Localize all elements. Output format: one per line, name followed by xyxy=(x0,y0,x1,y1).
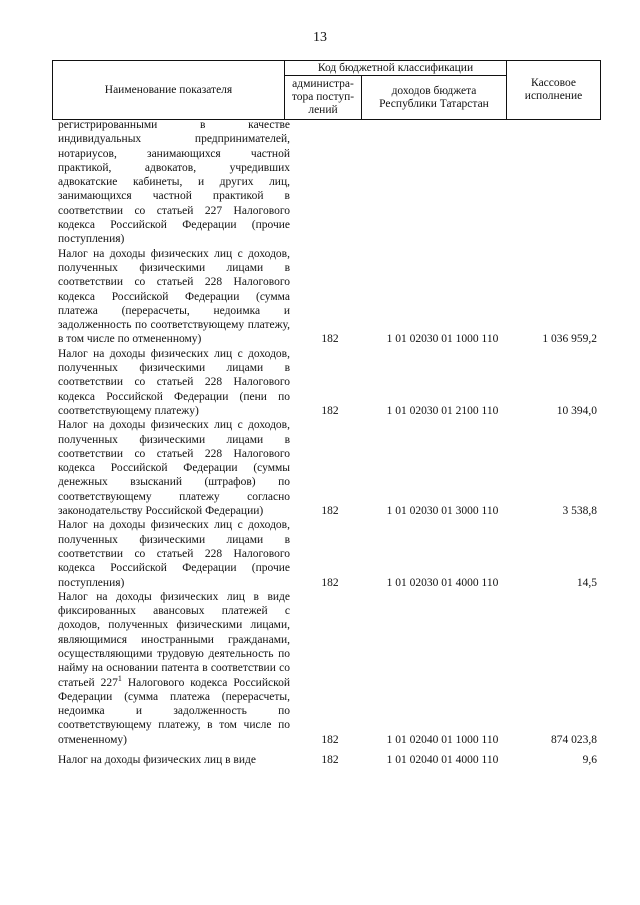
row-name xyxy=(52,590,290,747)
row-admin: 182 xyxy=(321,404,339,417)
header-admin: администра-тора поступ-лений xyxy=(285,76,362,120)
table-row xyxy=(52,753,600,767)
row-name: Налог на доходы физических лиц в виде xyxy=(58,754,256,767)
table-row xyxy=(52,118,600,247)
row-amount: 14,5 xyxy=(576,576,597,589)
row-code: 1 01 02030 01 3000 110 xyxy=(386,505,499,518)
row-admin: 182 xyxy=(321,333,339,346)
row-code: 1 01 02030 01 4000 110 xyxy=(386,576,499,589)
table-row xyxy=(52,590,600,747)
row-name: Налог на доходы физических лиц с доходов, полученных физическими лицами в соответствии со статьей 228 Налогового кодекса Российской Федерации (сумма платежа (перерасчеты, недоимка и задолженность по соответствующему платежу, в том числе по отмененному) xyxy=(58,247,290,346)
row-name: Налог на доходы физических лиц с доходов, полученных физическими лицами в соответствии со статьей 228 Налогового кодекса Российской Федерации (прочие поступления) xyxy=(58,519,290,589)
header-revenue: доходов бюджета Республики Татарстан xyxy=(362,76,507,120)
row-admin: 182 xyxy=(321,505,339,518)
table-row xyxy=(52,347,600,418)
row-name: регистрированными в качестве индивидуальных предпринимателей, нотариусов, занимающихся частной практикой, адвокатов, учредивших адвокатские кабинеты, и других лиц, занимающихся частной практикой в соответствии со статьей 227 Налогового кодекса Российской Федерации (прочие поступления) xyxy=(58,119,290,246)
header-code-group: Код бюджетной классификации xyxy=(285,61,507,76)
row-code: 1 01 02030 01 1000 110 xyxy=(386,333,499,346)
row-code: 1 01 02040 01 1000 110 xyxy=(386,733,499,746)
row-name: Налог на доходы физических лиц с доходов, полученных физическими лицами в соответствии со статьей 228 Налогового кодекса Российской Федерации (пени по соответствующему платежу) xyxy=(58,347,290,417)
table-header xyxy=(52,60,601,120)
row-name-cont: Налогового кодекса Российской Федерации (сумма платежа (перерасчеты, недоимка и задолженность по соответствующему платежу, в том числе по отмененному) xyxy=(58,676,290,746)
table-row xyxy=(52,518,600,589)
row-amount: 9,6 xyxy=(582,754,597,767)
row-name: Налог на доходы физических лиц с доходов, полученных физическими лицами в соответствии со статьей 228 Налогового кодекса Российской Федерации (суммы денежных взысканий (штрафов) по соответствующему платежу согласно законодательству Российской Федерации) xyxy=(58,419,290,518)
row-amount: 1 036 959,2 xyxy=(542,333,597,346)
table-row xyxy=(52,247,600,347)
row-amount: 3 538,8 xyxy=(562,505,597,518)
row-admin: 182 xyxy=(321,733,339,746)
row-code: 1 01 02030 01 2100 110 xyxy=(386,404,499,417)
row-name-main: Налог на доходы физических лиц в виде фиксированных авансовых платежей с доходов, полученных физическими лицами, являющимися иностранными гражданами, осуществляющими трудовую деятельность по найму на основании патента в соответствии со статьей 227 xyxy=(58,590,290,689)
row-code: 1 01 02040 01 4000 110 xyxy=(386,754,499,767)
row-amount: 874 023,8 xyxy=(551,733,597,746)
footnote-mark: 1 xyxy=(117,673,122,683)
header-name: Наименование показателя xyxy=(53,61,285,120)
header-amount: Кассовое исполнение xyxy=(507,61,601,120)
row-amount: 10 394,0 xyxy=(556,404,597,417)
row-admin: 182 xyxy=(321,754,339,767)
table-body xyxy=(52,118,600,767)
table-row xyxy=(52,418,600,518)
row-admin: 182 xyxy=(321,576,339,589)
page-number: 13 xyxy=(313,30,327,45)
